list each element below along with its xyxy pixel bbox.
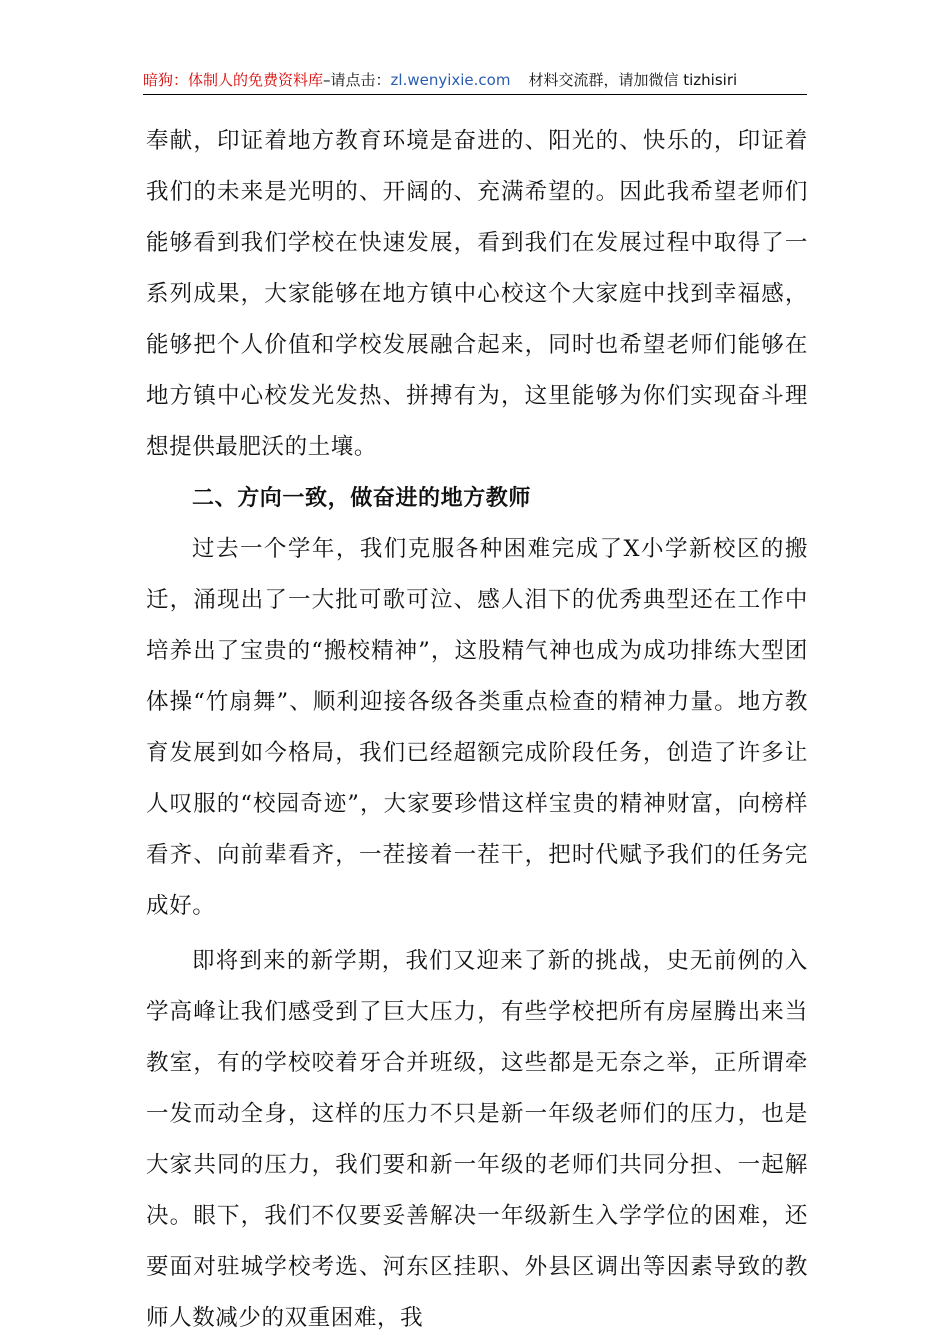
header-ad-text: 暗狗：体制人的免费资料库 bbox=[143, 71, 324, 89]
document-body bbox=[146, 116, 808, 1344]
page-header bbox=[143, 68, 807, 95]
paragraph-1: 奉献，印证着地方教育环境是奋进的、阳光的、快乐的，印证着我们的未来是光明的、开阔的、充满希望的。因此我希望老师们能够看到我们学校在快速发展，看到我们在发展过程中取得了一系列成果，大家能够在地方镇中心校这个大家庭中找到幸福感，能够把个人价值和学校发展融合起来，同时也希望老师们能够在地方镇中心校发光发热、拼搏有为，这里能够为你们实现奋斗理想提供最肥沃的土壤。 bbox=[146, 128, 808, 460]
header-click-prompt: –请点击： bbox=[323, 71, 391, 89]
header-link[interactable]: zl.wenyixie.com bbox=[390, 71, 511, 89]
paragraph-3: 即将到来的新学期，我们又迎来了新的挑战，史无前例的入学高峰让我们感受到了巨大压力，有些学校把所有房屋腾出来当教室，有的学校咬着牙合并班级，这些都是无奈之举，正所谓牵一发而动全身，这样的压力不只是新一年级老师们的压力，也是大家共同的压力，我们要和新一年级的老师们共同分担、一起解决。眼下，我们不仅要妥善解决一年级新生入学学位的困难，还要面对驻城学校考选、河东区挂职、外县区调出等因素导致的教师人数减少的双重困难，我 bbox=[146, 948, 808, 1331]
section-heading-2: 二、方向一致，做奋进的地方教师 bbox=[192, 486, 532, 511]
header-group-text: 材料交流群，请加微信 tizhisiri bbox=[528, 71, 738, 89]
paragraph-2: 过去一个学年，我们克服各种困难完成了X小学新校区的搬迁，涌现出了一大批可歌可泣、感人泪下的优秀典型还在工作中培养出了宝贵的“搬校精神”，这股精气神也成为成功排练大型团体操“竹扇舞”、顺利迎接各级各类重点检查的精神力量。地方教育发展到如今格局，我们已经超额完成阶段任务，创造了许多让人叹服的“校园奇迹”，大家要珍惜这样宝贵的精神财富，向榜样看齐、向前辈看齐，一茬接着一茬干，把时代赋予我们的任务完成好。 bbox=[146, 536, 808, 919]
